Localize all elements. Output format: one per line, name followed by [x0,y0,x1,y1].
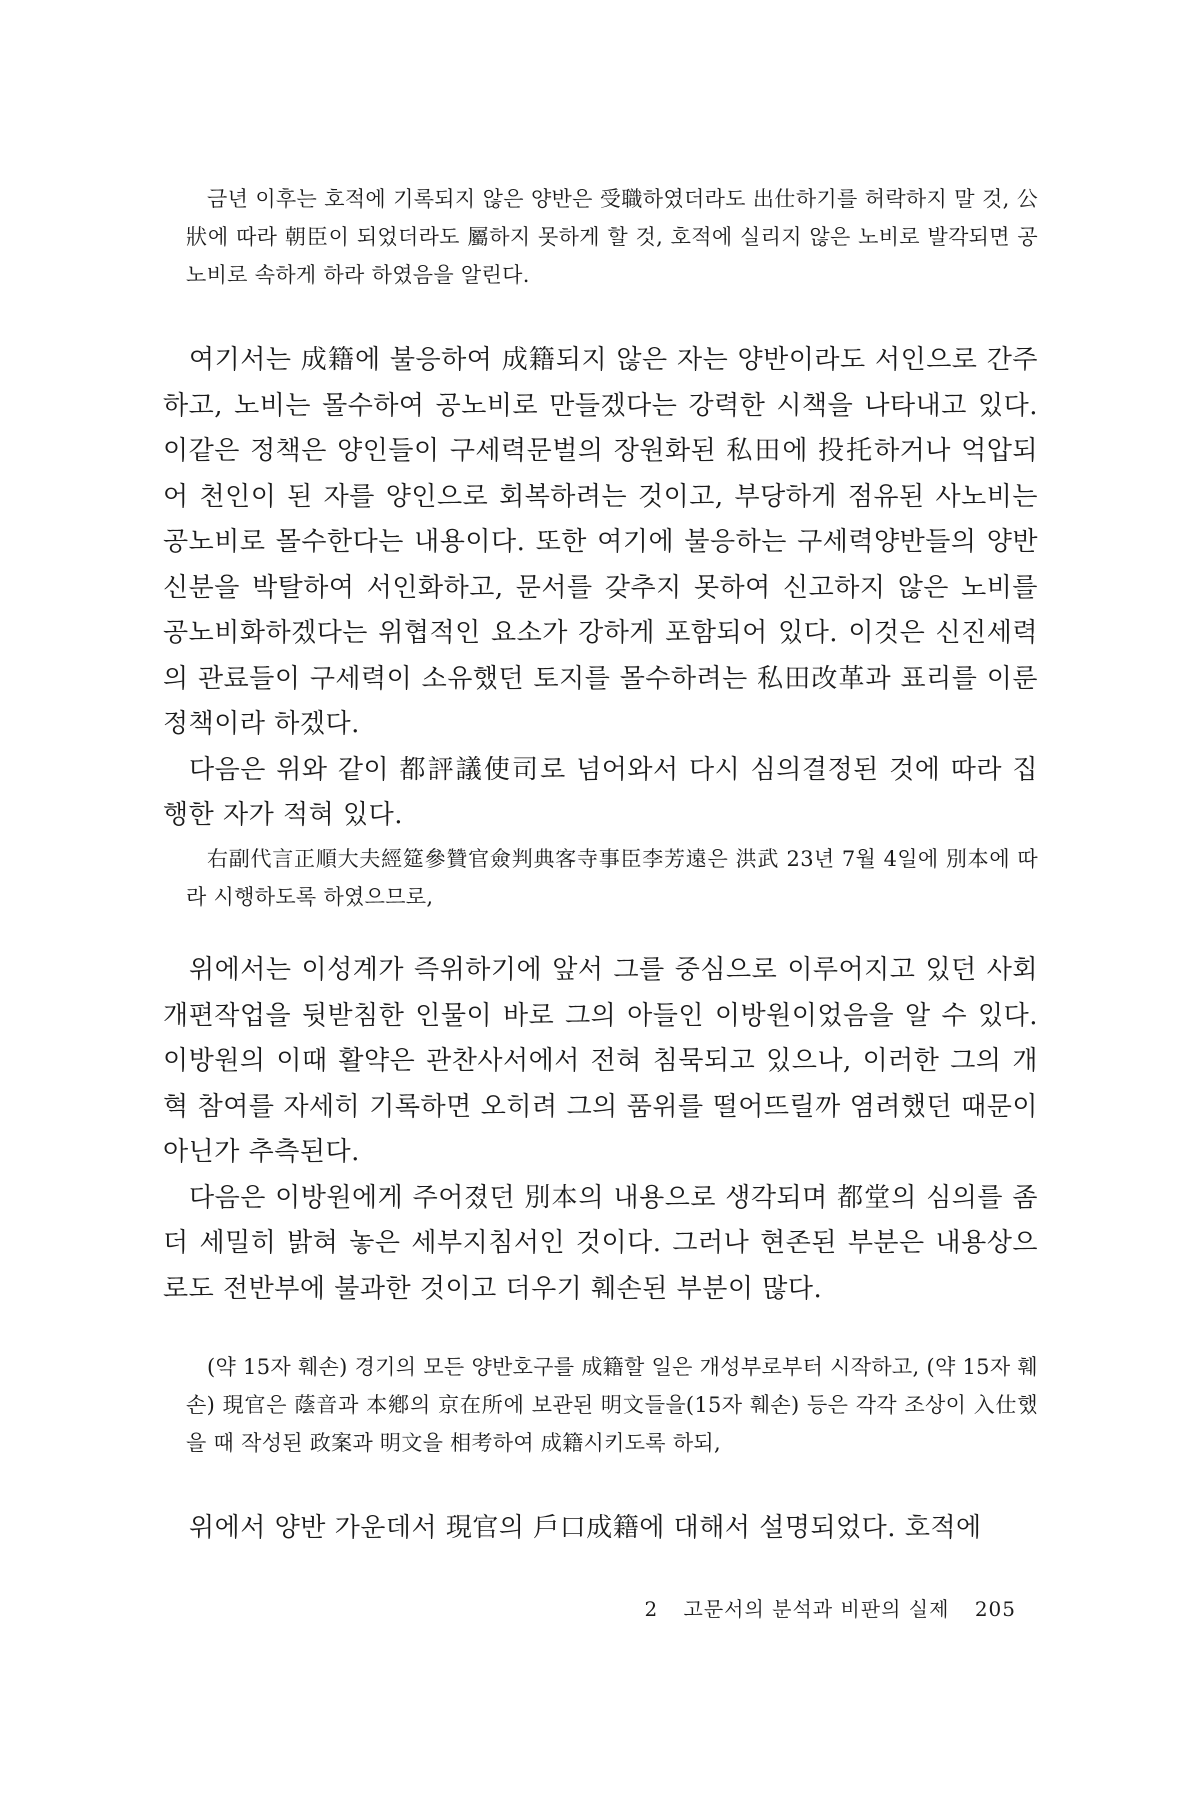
page-number: 205 [974,1597,1016,1621]
quotation-text: (약 15자 훼손) 경기의 모든 양반호구를 成籍할 일은 개성부로부터 시작하고, (약 15자 훼손) 現官은 蔭音과 本鄕의 京在所에 보관된 明文들을(15자 훼손) 등은 각각 조상이 入仕했을 때 작성된 政案과 明文을 相考하여 成籍시키도록 하되, [186,1355,1038,1455]
body-paragraph: 위에서 양반 가운데서 現官의 戶口成籍에 대해서 설명되었다. 호적에 [189,1513,982,1543]
body-paragraph: 위에서는 이성계가 즉위하기에 앞서 그를 중심으로 이루어지고 있던 사회개편작업을 뒷받침한 인물이 바로 그의 아들인 이방원이었음을 알 수 있다. 이방원의 이때 활약은 관찬사서에서 전혀 침묵되고 있으나, 이러한 그의 개혁 참여를 자세히 기록하면 오히려 그의 품위를 떨어뜨릴까 염려했던 때문이 아닌가 추측된다. [163,955,1038,1167]
body-section-2 [163,948,1038,1312]
chapter-number: 2 [644,1597,659,1621]
body-paragraph: 다음은 이방원에게 주어졌던 別本의 내용으로 생각되며 都堂의 심의를 좀더 세밀히 밝혀 놓은 세부지침서인 것이다. 그러나 현존된 부분은 내용상으로도 전반부에 불과한 것이고 더우기 훼손된 부분이 많다. [163,1182,1038,1304]
chapter-title: 고문서의 분석과 비판의 실제 [683,1597,950,1621]
body-paragraph: 여기서는 成籍에 불응하여 成籍되지 않은 자는 양반이라도 서인으로 간주하고, 노비는 몰수하여 공노비로 만들겠다는 강력한 시책을 나타내고 있다. 이같은 정책은 양인들이 구세력문벌의 장원화된 私田에 投托하거나 억압되어 천인이 된 자를 양인으로 회복하려는 것이고, 부당하게 점유된 사노비는 공노비로 몰수한다는 내용이다. 또한 여기에 불응하는 구세력양반들의 양반신분을 박탈하여 서인화하고, 문서를 갖추지 못하여 신고하지 않은 노비를 공노비화하겠다는 위협적인 요소가 강하게 포함되어 있다. 이것은 신진세력의 관료들이 구세력이 소유했던 토지를 몰수하려는 私田改革과 표리를 이룬 정책이라 하겠다. [163,345,1038,739]
quotation-text: 금년 이후는 호적에 기록되지 않은 양반은 受職하였더라도 出仕하기를 허락하지 말 것, 公狀에 따라 朝臣이 되었더라도 屬하지 못하게 할 것, 호적에 실리지 않은 노비로 발각되면 공노비로 속하게 하라 하였음을 알린다. [186,187,1038,287]
body-section-3 [163,1506,1038,1552]
quotation-block-2 [186,840,1038,916]
quotation-block-1 [186,180,1038,294]
quotation-block-3 [186,1348,1038,1462]
body-paragraph: 다음은 위와 같이 都評議使司로 넘어와서 다시 심의결정된 것에 따라 집행한 자가 적혀 있다. [163,754,1038,830]
running-footer [596,1593,1016,1622]
quotation-text: 右副代言正順大夫經筵參贊官僉判典客寺事臣李芳遠은 洪武 23년 7월 4일에 別本에 따라 시행하도록 하였으므로, [186,847,1038,909]
body-section-1 [163,338,1038,839]
